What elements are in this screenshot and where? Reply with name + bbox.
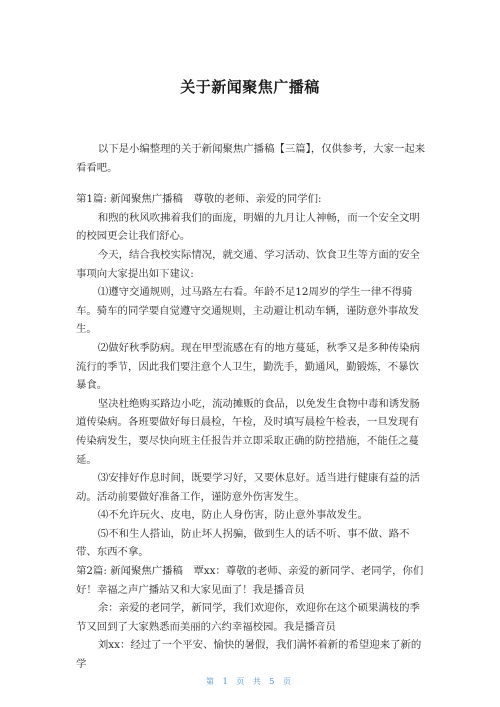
paragraph: ⑷不允许玩火、皮电，防止人身伤害，防止意外事故发生。	[97, 509, 368, 522]
paragraph: 余：亲爱的老同学，新同学，我们欢迎你，欢迎你在这个硕果满枝的季节又回到了大家熟悉而美丽的六约幸福校园。我是播音员	[76, 602, 420, 633]
paragraph: 和煦的秋风吹拂着我们的面庞，明媚的九月让人神畅，而一个安全文明的校园更会让我们舒心。	[76, 211, 420, 243]
document-body	[76, 140, 426, 674]
document-title: 关于新闻聚焦广播稿	[180, 78, 320, 96]
paragraph: ⑸不和生人搭讪，防止坏人拐骗，做到生人的话不听、事不做、路不带、东西不拿。	[76, 527, 410, 559]
paragraph: 坚决杜绝购买路边小吃，流动摊贩的食品，以免发生食物中毒和诱发肠道传染病。各班要做好每日晨检，午检，及时填写晨检午检表，一旦发现有传染病发生，要尽快向班主任报告并立即采取正确的防控措施，不能任之蔓延。	[76, 397, 420, 466]
section-1-heading: 第1篇: 新闻聚焦广播稿 尊敬的老师、亲爱的同学们:	[76, 193, 322, 206]
paragraph: ⑵做好秋季防病。现在甲型流感在有的地方蔓延，秋季又是多种传染病流行的季节，因此我们要注意个人卫生，勤洗手，勤通风，勤锻炼，不暴饮暴食。	[76, 341, 420, 392]
paragraph: 今天，结合我校实际情况，就交通、学习活动、饮食卫生等方面的安全事项向大家提出如下建议:	[76, 248, 420, 280]
paragraph: 刘xx：经过了一个平安、愉快的暑假，我们满怀着新的希望迎来了新的学	[76, 639, 422, 671]
intro-paragraph: 以下是小编整理的关于新闻聚焦广播稿【三篇】，仅供参考，大家一起来看看吧。	[76, 143, 426, 174]
section-2-heading: 第2篇: 新闻聚焦广播稿 覃xx：尊敬的老师、亲爱的新同学、老同学，你们好！幸福之声广播站又和大家见面了！我是播音员	[76, 565, 424, 596]
paragraph: ⑶安排好作息时间，既要学习好，又要休息好。适当进行健康有益的活动。活动前要做好准备工作，谨防意外伤害发生。	[76, 472, 420, 503]
page-footer: 第 1 页 共 5 页	[206, 677, 294, 686]
paragraph: ⑴遵守交通规则，过马路左右看。年龄不足12周岁的学生一律不得骑车。骑车的同学要自觉遵守交通规则，主动避让机动车辆，谨防意外事故发生。	[76, 286, 419, 336]
